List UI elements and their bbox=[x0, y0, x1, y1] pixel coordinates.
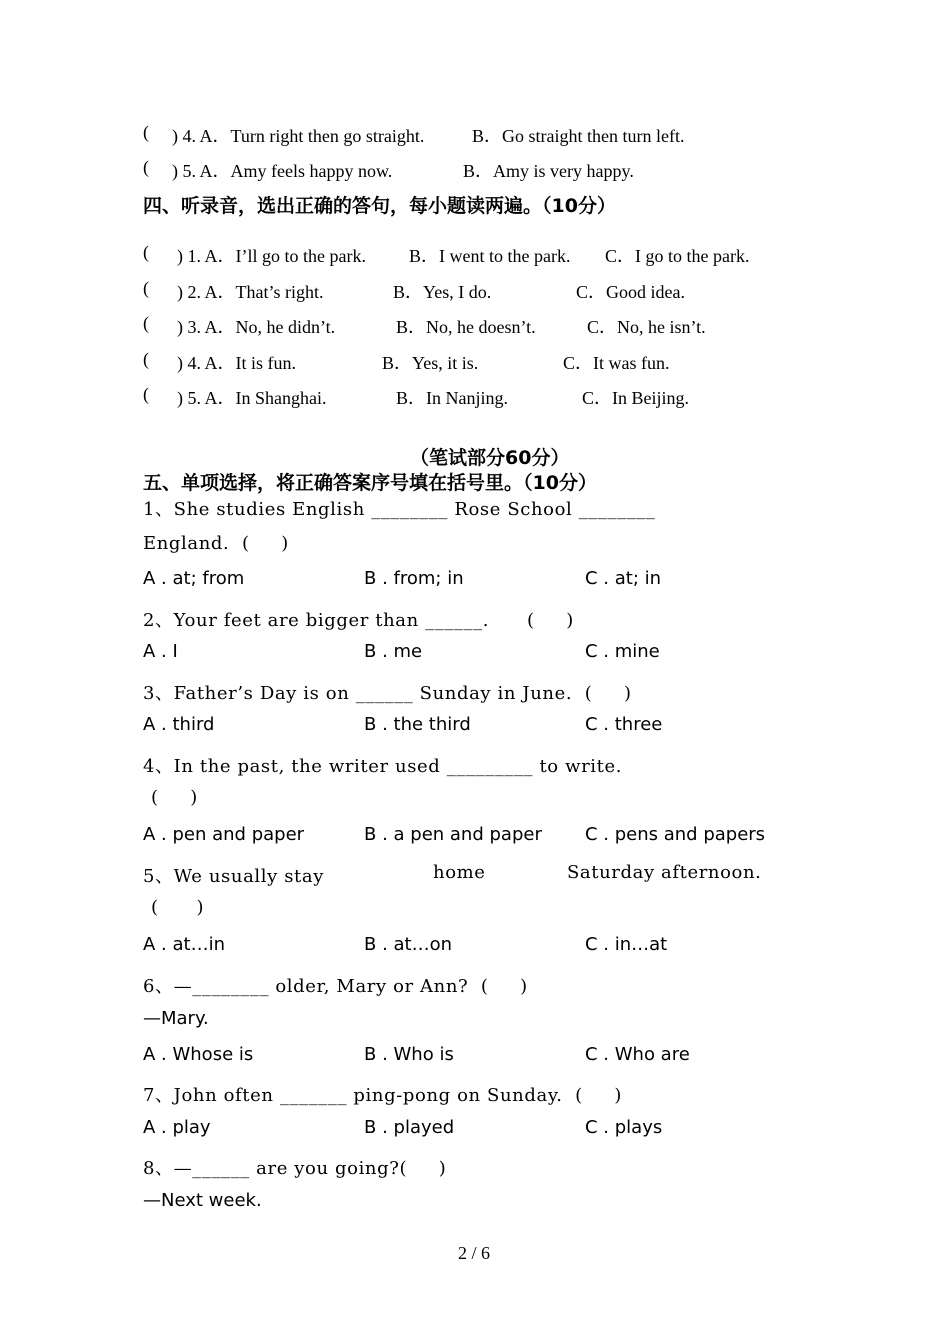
s5-q2-option-b: B . me bbox=[364, 641, 423, 662]
s5-q1-option-b: B . from; in bbox=[364, 568, 464, 589]
section5-heading: 五、单项选择，将正确答案序号填在括号里。（10分） bbox=[143, 472, 597, 494]
s4-q5-option-b: B．In Nanjing. bbox=[396, 388, 508, 408]
s5-q8-stem[interactable]: 8、—______ are you going?( ) bbox=[143, 1158, 447, 1179]
s4-q5-option-c: C．In Beijing. bbox=[582, 388, 689, 408]
s4-q2-paren[interactable]: ( bbox=[143, 278, 149, 298]
s5-q4-option-c: C . pens and papers bbox=[585, 824, 766, 845]
section4-heading: 四、听录音，选出正确的答句，每小题读两遍。（10分） bbox=[143, 195, 616, 217]
s4-q1-option-b: B．I went to the park. bbox=[409, 246, 571, 266]
s5-q2-option-c: C . mine bbox=[585, 641, 660, 662]
s3-q4-option-a: ) 4. A．Turn right then go straight. bbox=[172, 126, 425, 146]
s3-q5-option-b: B．Amy is very happy. bbox=[463, 161, 634, 181]
s4-q5-option-a: ) 5. A．In Shanghai. bbox=[177, 388, 327, 408]
s3-q4-option-b: B．Go straight then turn left. bbox=[472, 126, 685, 146]
s5-q5-option-b: B . at…on bbox=[364, 934, 453, 955]
s5-q7-option-b: B . played bbox=[364, 1117, 455, 1138]
s5-q3-option-c: C . three bbox=[585, 714, 663, 735]
s4-q1-option-a: ) 1. A．I’ll go to the park. bbox=[177, 246, 366, 266]
s5-q2-option-a: A . I bbox=[143, 641, 178, 662]
s3-q4-paren[interactable]: ( bbox=[143, 122, 149, 142]
s5-q6-reply: —Mary. bbox=[143, 1008, 209, 1029]
s5-q6-option-a: A . Whose is bbox=[143, 1044, 254, 1065]
s4-q3-option-b: B．No, he doesn’t. bbox=[396, 317, 536, 337]
s5-q2-stem[interactable]: 2、Your feet are bigger than ______. ( ) bbox=[143, 610, 574, 631]
s4-q3-option-c: C．No, he isn’t. bbox=[587, 317, 706, 337]
s5-q7-stem[interactable]: 7、John often _______ ping-pong on Sunday. ( ) bbox=[143, 1085, 623, 1106]
s5-q5-answer-paren[interactable]: ( ) bbox=[151, 897, 205, 918]
s5-q5-option-c: C . in…at bbox=[585, 934, 668, 955]
s5-q1-option-c: C . at; in bbox=[585, 568, 662, 589]
s5-q8-reply: —Next week. bbox=[143, 1190, 262, 1211]
s3-q5-option-a: ) 5. A．Amy feels happy now. bbox=[172, 161, 393, 181]
s5-q5-stem-end: Saturday afternoon. bbox=[567, 862, 762, 883]
s5-q4-stem: 4、In the past, the writer used _________ to write. bbox=[143, 756, 623, 777]
s5-q4-option-b: B . a pen and paper bbox=[364, 824, 542, 845]
s5-q5-stem-start: 5、We usually stay bbox=[143, 866, 324, 887]
s4-q2-option-b: B．Yes, I do. bbox=[393, 282, 492, 302]
s5-q6-option-c: C . Who are bbox=[585, 1044, 690, 1065]
s5-q1-stem: 1、She studies English ________ Rose School ________ bbox=[143, 499, 656, 520]
s4-q3-option-a: ) 3. A．No, he didn’t. bbox=[177, 317, 336, 337]
s3-q5-paren[interactable]: ( bbox=[143, 157, 149, 177]
s4-q5-paren[interactable]: ( bbox=[143, 384, 149, 404]
s5-q5-option-a: A . at…in bbox=[143, 934, 225, 955]
s4-q4-option-b: B．Yes, it is. bbox=[382, 353, 479, 373]
s4-q3-paren[interactable]: ( bbox=[143, 313, 149, 333]
s5-q4-option-a: A . pen and paper bbox=[143, 824, 305, 845]
s5-q7-option-a: A . play bbox=[143, 1117, 211, 1138]
s5-q3-stem[interactable]: 3、Father’s Day is on ______ Sunday in June. ( ) bbox=[143, 683, 632, 704]
s4-q2-option-a: ) 2. A．That’s right. bbox=[177, 282, 324, 302]
s4-q4-option-c: C．It was fun. bbox=[563, 353, 670, 373]
written-part-title: （笔试部分60分） bbox=[410, 447, 570, 469]
s5-q6-stem[interactable]: 6、—________ older, Mary or Ann? ( ) bbox=[143, 976, 528, 997]
s4-q2-option-c: C．Good idea. bbox=[576, 282, 685, 302]
s5-q5-stem-mid: home bbox=[433, 862, 486, 883]
s4-q4-option-a: ) 4. A．It is fun. bbox=[177, 353, 296, 373]
s5-q7-option-c: C . plays bbox=[585, 1117, 663, 1138]
s5-q1-stem-cont[interactable]: England. ( ) bbox=[143, 533, 289, 554]
s5-q4-answer-paren[interactable]: ( ) bbox=[151, 787, 198, 808]
s5-q3-option-a: A . third bbox=[143, 714, 215, 735]
s5-q6-option-b: B . Who is bbox=[364, 1044, 454, 1065]
page-number: 2 / 6 bbox=[458, 1243, 491, 1263]
s4-q4-paren[interactable]: ( bbox=[143, 349, 149, 369]
s4-q1-option-c: C．I go to the park. bbox=[605, 246, 750, 266]
s5-q3-option-b: B . the third bbox=[364, 714, 471, 735]
s4-q1-paren[interactable]: ( bbox=[143, 242, 149, 262]
s5-q1-option-a: A . at; from bbox=[143, 568, 245, 589]
